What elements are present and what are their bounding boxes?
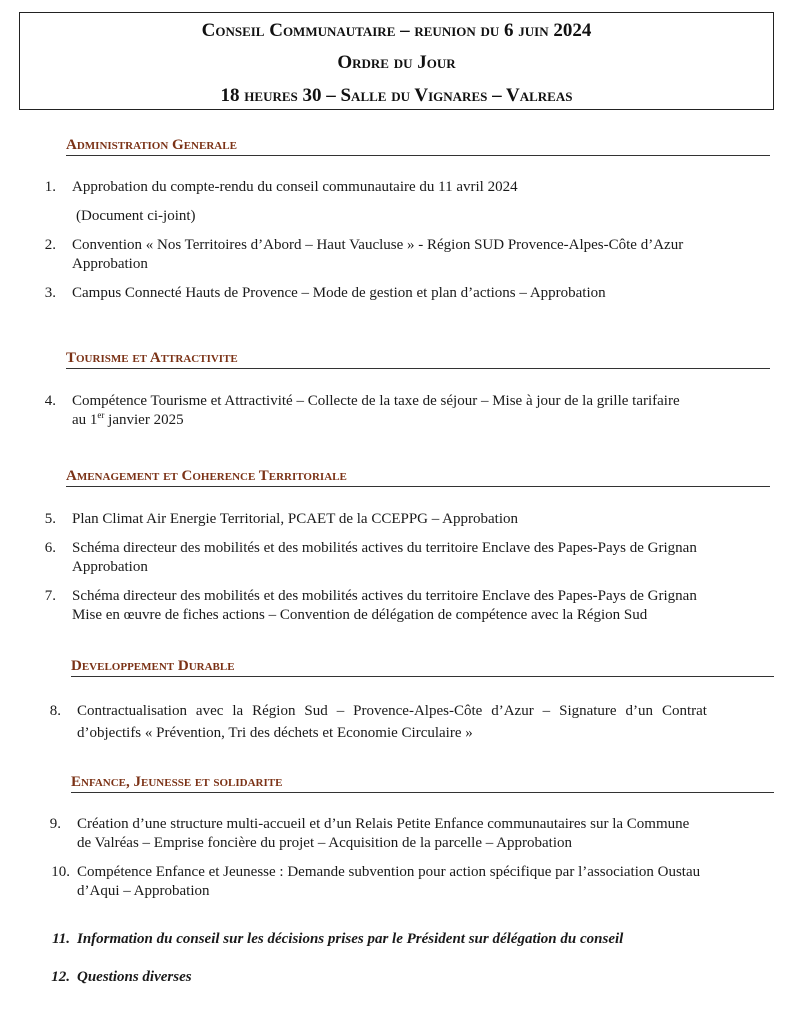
item-text: Approbation du compte-rendu du conseil communautaire du 11 avril 2024 (72, 179, 518, 195)
item-number: 3. (44, 285, 56, 301)
meeting-time-place: 18 heures 30 – Salle du Vignares – Valreas (220, 85, 573, 106)
agenda-item-4 (0, 392, 798, 432)
item-1-note: (Document ci-joint) (76, 208, 196, 224)
item-text: Compétence Tourisme et Attractivité – Collecte de la taxe de séjour – Mise à jour de la grille tarifaire (72, 393, 680, 409)
section-title-tourisme: Tourisme et Attractivite (66, 350, 770, 369)
section-title-amenagement: Amenagement et Coherence Territoriale (66, 468, 770, 487)
item-text: Approbation (72, 559, 148, 575)
item-text: de Valréas – Emprise foncière du projet – Acquisition de la parcelle – Approbation (77, 835, 572, 851)
agenda-item-9 (0, 815, 798, 855)
agenda-item-1 (0, 178, 798, 198)
item-number: 5. (44, 511, 56, 527)
item-text: Questions diverses (77, 969, 192, 985)
item-text: d’objectifs « Prévention, Tri des déchets et Economie Circulaire » (77, 725, 473, 741)
item-number: 8. (49, 703, 61, 719)
section-title-enfance: Enfance, Jeunesse et solidarite (71, 774, 774, 793)
item-text: Compétence Enfance et Jeunesse : Demande subvention pour action spécifique par l’association Oustau (77, 864, 701, 880)
item-text: Information du conseil sur les décisions prises par le Président sur délégation du conseil (77, 931, 624, 947)
item-text: Convention « Nos Territoires d’Abord – Haut Vaucluse » - Région SUD Provence-Alpes-Côte d’Azur (72, 237, 684, 253)
agenda-item-12 (0, 968, 798, 988)
agenda-item-3 (0, 284, 798, 304)
item-number: 1. (44, 179, 56, 195)
agenda-item-6 (0, 539, 798, 579)
section-title-administration: Administration Generale (66, 137, 770, 156)
item-number: 9. (49, 816, 61, 832)
item-text: Schéma directeur des mobilités et des mobilités actives du territoire Enclave des Papes-Pays de Grignan (72, 588, 697, 604)
item-number: 2. (44, 237, 56, 253)
item-number: 6. (44, 540, 56, 556)
item-text: d’Aqui – Approbation (77, 883, 210, 899)
item-number: 10. (51, 864, 70, 880)
item-number: 4. (44, 393, 56, 409)
item-number: 12. (51, 969, 70, 985)
item-number: 7. (44, 588, 56, 604)
agenda-title: Ordre du Jour (337, 52, 456, 73)
item-text: Plan Climat Air Energie Territorial, PCAET de la CCEPPG – Approbation (72, 511, 519, 527)
agenda-item-7 (0, 587, 798, 627)
item-number: 11. (52, 931, 70, 947)
item-text: Approbation (72, 256, 148, 272)
item-text: Création d’une structure multi-accueil et d’un Relais Petite Enfance communautaires sur la Commune (77, 816, 690, 832)
agenda-item-8 (0, 702, 798, 744)
agenda-header (19, 12, 774, 110)
agenda-item-5 (0, 510, 798, 530)
agenda-item-10 (0, 863, 798, 903)
item-text: Campus Connecté Hauts de Provence – Mode de gestion et plan d’actions – Approbation (72, 285, 606, 301)
meeting-title: Conseil Communautaire – reunion du 6 juin 2024 (201, 20, 592, 41)
item-text: Contractualisation avec la Région Sud – Provence-Alpes-Côte d’Azur – Signature d’un Contrat (77, 703, 707, 719)
item-text-date: au 1er janvier 2025 (72, 410, 184, 428)
agenda-item-2 (0, 236, 798, 276)
section-title-developpement: Developpement Durable (71, 658, 774, 677)
item-text: Mise en œuvre de fiches actions – Convention de délégation de compétence avec la Région Sud (72, 607, 648, 623)
agenda-item-11 (0, 930, 798, 950)
item-text: Schéma directeur des mobilités et des mobilités actives du territoire Enclave des Papes-Pays de Grignan (72, 540, 697, 556)
